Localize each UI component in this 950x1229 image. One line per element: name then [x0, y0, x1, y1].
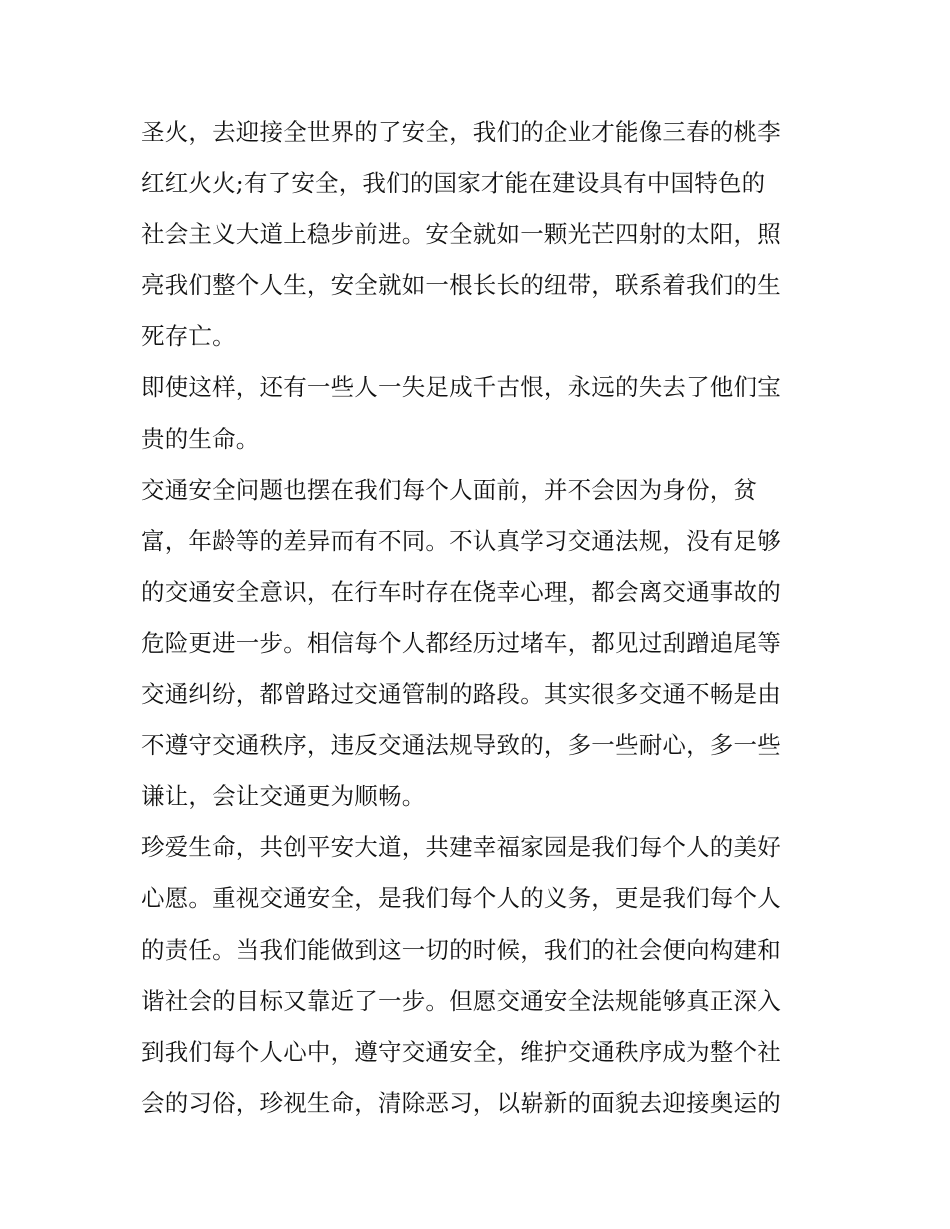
text-line: 社会主义大道上稳步前进。安全就如一颗光芒四射的太阳，照	[141, 220, 781, 249]
document-body	[141, 107, 821, 1129]
text-line: 的责任。当我们能做到这一切的时候，我们的社会便向构建和	[141, 935, 781, 964]
text-line: 危险更进一步。相信每个人都经历过堵车，都见过刮蹭追尾等	[141, 628, 781, 657]
paragraph-3	[141, 465, 821, 823]
text-line: 死存亡。	[141, 322, 236, 351]
text-line: 红红火火;有了安全，我们的国家才能在建设具有中国特色的	[141, 169, 766, 198]
text-line: 会的习俗，珍视生命，清除恶习，以崭新的面貌去迎接奥运的	[141, 1088, 781, 1117]
text-line: 谐社会的目标又靠近了一步。但愿交通安全法规能够真正深入	[141, 986, 781, 1015]
paragraph-2	[141, 362, 821, 464]
text-line: 贵的生命。	[141, 424, 260, 453]
text-line: 到我们每个人心中，遵守交通安全，维护交通秩序成为整个社	[141, 1037, 781, 1066]
paragraph-1	[141, 107, 821, 362]
text-line: 心愿。重视交通安全，是我们每个人的义务，更是我们每个人	[141, 884, 781, 913]
text-line: 富，年龄等的差异而有不同。不认真学习交通法规，没有足够	[141, 526, 781, 555]
text-line: 亮我们整个人生，安全就如一根长长的纽带，联系着我们的生	[141, 271, 781, 300]
text-line: 不遵守交通秩序，违反交通法规导致的，多一些耐心，多一些	[141, 731, 781, 760]
text-line: 交通纠纷，都曾路过交通管制的路段。其实很多交通不畅是由	[141, 680, 781, 709]
text-line: 即使这样，还有一些人一失足成千古恨，永远的失去了他们宝	[141, 373, 781, 402]
text-line: 圣火，去迎接全世界的了安全，我们的企业才能像三春的桃李	[141, 118, 781, 146]
text-line: 谦让，会让交通更为顺畅。	[141, 782, 426, 811]
text-line: 的交通安全意识，在行车时存在侥幸心理，都会离交通事故的	[141, 577, 781, 606]
text-line: 珍爱生命，共创平安大道，共建幸福家园是我们每个人的美好	[141, 833, 781, 862]
text-line: 交通安全问题也摆在我们每个人面前，并不会因为身份，贫	[141, 475, 758, 504]
paragraph-4	[141, 822, 821, 1129]
